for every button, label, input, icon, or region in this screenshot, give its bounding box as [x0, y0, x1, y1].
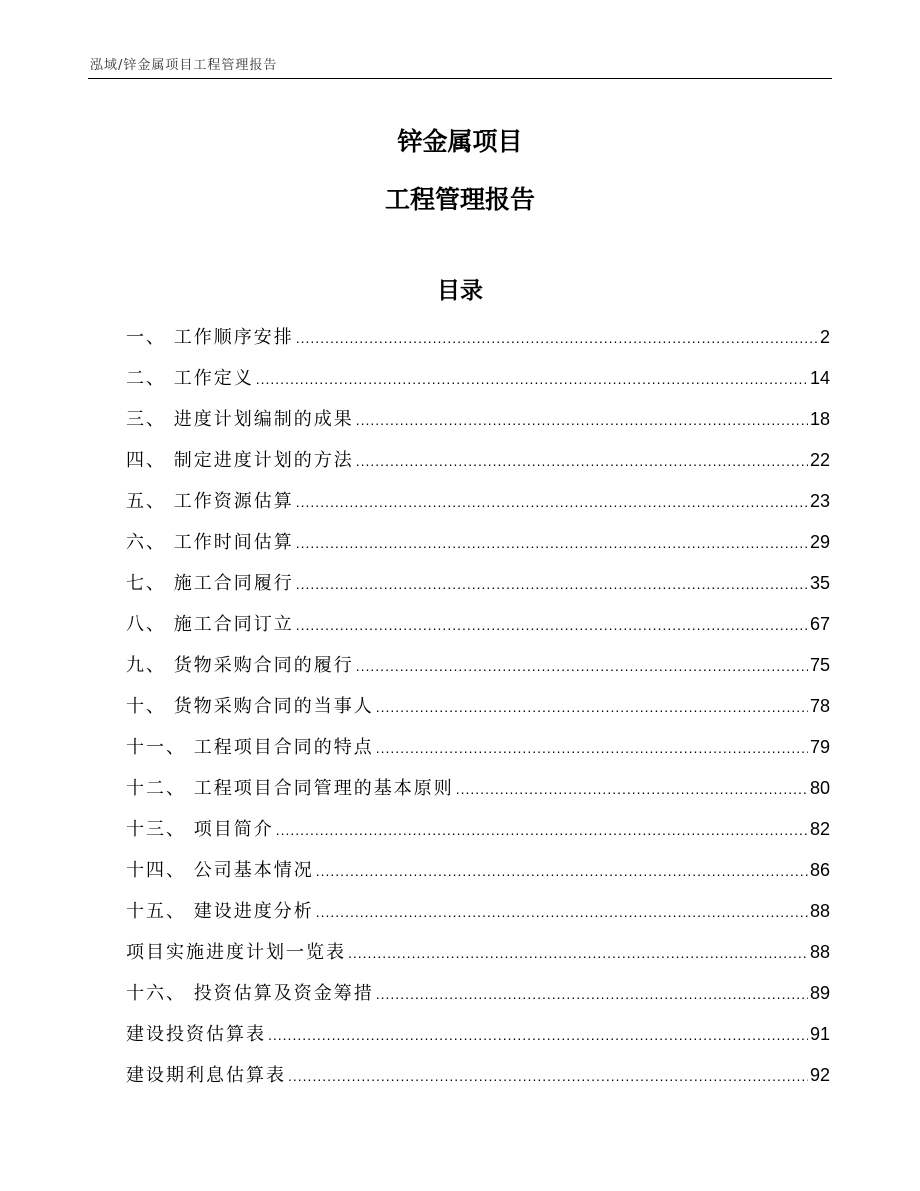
toc-entry[interactable] — [126, 816, 830, 857]
toc-entry-label: 十五、 建设进度分析 — [126, 901, 314, 922]
toc-entry-label: 建设投资估算表 — [126, 1024, 266, 1045]
toc-entry[interactable] — [126, 734, 830, 775]
toc-entry-label: 四、 制定进度计划的方法 — [126, 450, 354, 471]
toc-entry-page: 35 — [809, 573, 830, 593]
toc-entry-page: 79 — [809, 737, 830, 757]
toc-entry-label: 一、 工作顺序安排 — [126, 327, 294, 348]
toc-entry-page: 78 — [809, 696, 830, 716]
toc-entry-label: 十一、 工程项目合同的特点 — [126, 737, 374, 758]
toc-entry-label: 九、 货物采购合同的履行 — [126, 655, 354, 676]
toc-dot-leader — [356, 407, 808, 433]
toc-entry-page: 14 — [809, 368, 830, 388]
toc-dot-leader — [296, 571, 808, 597]
toc-dot-leader — [276, 817, 808, 843]
toc-entry[interactable] — [126, 939, 830, 980]
toc-dot-leader — [348, 940, 808, 966]
toc-heading: 目录 — [437, 278, 483, 304]
toc-entry-label: 十六、 投资估算及资金筹措 — [126, 983, 374, 1004]
toc-entry-label: 三、 进度计划编制的成果 — [126, 409, 354, 430]
table-of-contents — [126, 324, 830, 1103]
toc-dot-leader — [288, 1063, 808, 1089]
toc-entry-label: 八、 施工合同订立 — [126, 614, 294, 635]
toc-entry-page: 29 — [809, 532, 830, 552]
toc-dot-leader — [296, 530, 808, 556]
toc-entry[interactable] — [126, 898, 830, 939]
toc-entry[interactable] — [126, 1062, 830, 1103]
toc-entry-page: 18 — [809, 409, 830, 429]
toc-entry-page: 89 — [809, 983, 830, 1003]
toc-entry-page: 22 — [809, 450, 830, 470]
toc-entry[interactable] — [126, 447, 830, 488]
toc-entry[interactable] — [126, 324, 830, 365]
running-header: 泓域/锌金属项目工程管理报告 — [90, 58, 278, 73]
toc-dot-leader — [296, 489, 808, 515]
toc-entry-page: 88 — [809, 901, 830, 921]
toc-entry-page: 2 — [819, 327, 830, 347]
toc-entry-label: 七、 施工合同履行 — [126, 573, 294, 594]
toc-entry[interactable] — [126, 611, 830, 652]
toc-entry[interactable] — [126, 406, 830, 447]
toc-entry-page: 80 — [809, 778, 830, 798]
toc-entry[interactable] — [126, 775, 830, 816]
document-title-line1: 锌金属项目 — [397, 127, 523, 156]
toc-entry-label: 十四、 公司基本情况 — [126, 860, 314, 881]
toc-entry-label: 建设期利息估算表 — [126, 1065, 286, 1086]
toc-entry-page: 82 — [809, 819, 830, 839]
toc-dot-leader — [376, 981, 808, 1007]
toc-entry-label: 六、 工作时间估算 — [126, 532, 294, 553]
toc-dot-leader — [356, 653, 808, 679]
toc-entry[interactable] — [126, 1021, 830, 1062]
toc-entry-page: 67 — [809, 614, 830, 634]
toc-entry[interactable] — [126, 980, 830, 1021]
toc-entry-page: 92 — [809, 1065, 830, 1085]
toc-dot-leader — [296, 612, 808, 638]
toc-entry-page: 91 — [809, 1024, 830, 1044]
toc-entry-page: 23 — [809, 491, 830, 511]
toc-dot-leader — [316, 899, 808, 925]
toc-entry-page: 86 — [809, 860, 830, 880]
toc-dot-leader — [256, 366, 808, 392]
toc-dot-leader — [376, 694, 808, 720]
toc-entry-label: 十二、 工程项目合同管理的基本原则 — [126, 778, 454, 799]
toc-entry[interactable] — [126, 570, 830, 611]
toc-dot-leader — [376, 735, 808, 761]
toc-entry[interactable] — [126, 365, 830, 406]
toc-entry[interactable] — [126, 652, 830, 693]
toc-entry[interactable] — [126, 857, 830, 898]
toc-dot-leader — [456, 776, 808, 802]
toc-entry[interactable] — [126, 529, 830, 570]
toc-entry-page: 88 — [809, 942, 830, 962]
toc-entry-page: 75 — [809, 655, 830, 675]
header-divider — [88, 78, 832, 79]
toc-dot-leader — [268, 1022, 808, 1048]
toc-dot-leader — [316, 858, 808, 884]
toc-entry[interactable] — [126, 488, 830, 529]
document-title-line2: 工程管理报告 — [384, 185, 535, 214]
toc-entry[interactable] — [126, 693, 830, 734]
toc-entry-label: 十三、 项目简介 — [126, 819, 274, 840]
toc-entry-label: 十、 货物采购合同的当事人 — [126, 696, 374, 717]
toc-dot-leader — [296, 325, 818, 351]
toc-entry-label: 项目实施进度计划一览表 — [126, 942, 346, 963]
toc-entry-label: 二、 工作定义 — [126, 368, 254, 389]
toc-entry-label: 五、 工作资源估算 — [126, 491, 294, 512]
toc-dot-leader — [356, 448, 808, 474]
